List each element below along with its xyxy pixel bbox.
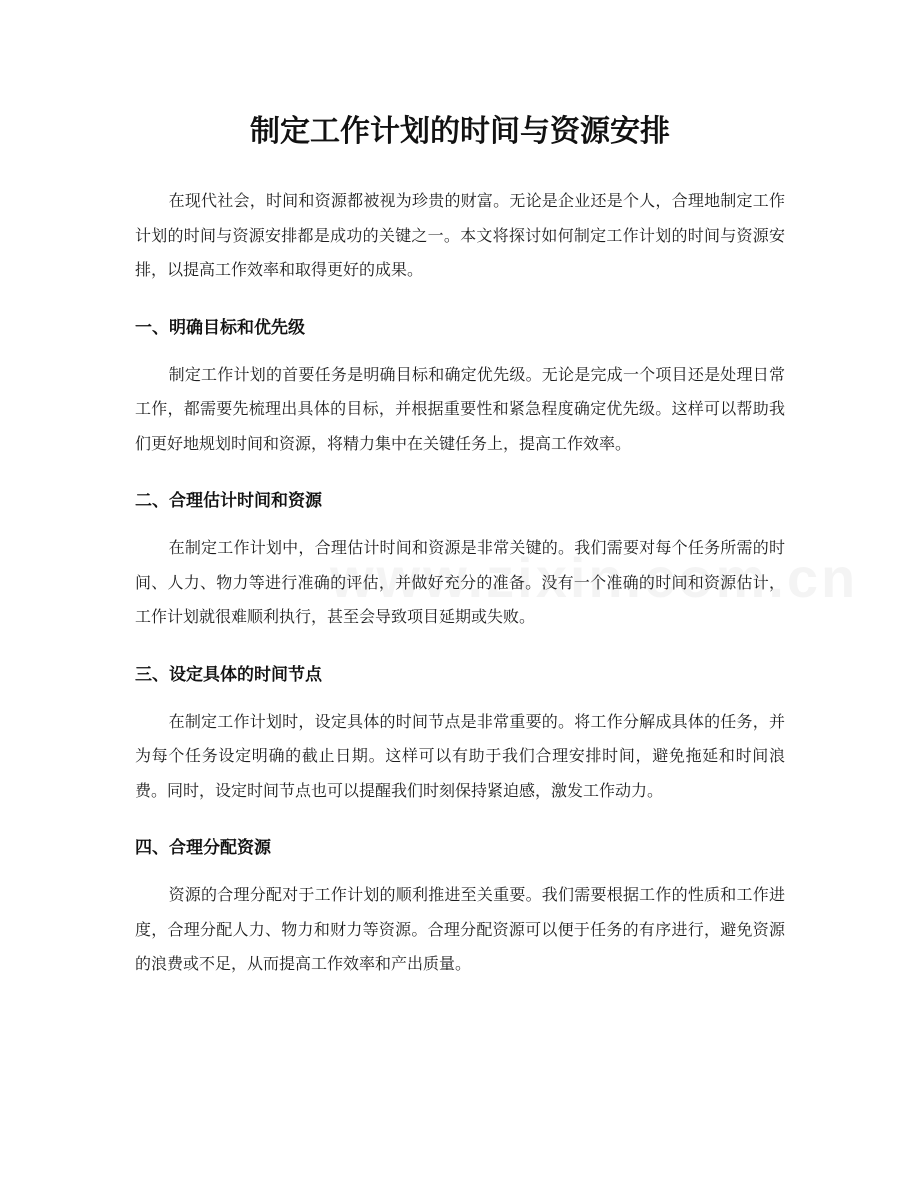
section-3 [135, 659, 785, 809]
section-1 [135, 312, 785, 462]
intro-paragraph: 在现代社会，时间和资源都被视为珍贵的财富。无论是企业还是个人，合理地制定工作计划的时间与资源安排都是成功的关键之一。本文将探讨如何制定工作计划的时间与资源安排，以提高工作效率和取得更好的成果。 [135, 191, 785, 279]
section-paragraph: 制定工作计划的首要任务是明确目标和确定优先级。无论是完成一个项目还是处理日常工作，都需要先梳理出具体的目标，并根据重要性和紧急程度确定优先级。这样可以帮助我们更好地规划时间和资源，将精力集中在关键任务上，提高工作效率。 [135, 364, 785, 453]
section-heading: 一、明确目标和优先级 [135, 317, 305, 338]
section-paragraph: 资源的合理分配对于工作计划的顺利推进至关重要。我们需要根据工作的性质和工作进度，合理分配人力、物力和财力等资源。合理分配资源可以便于任务的有序进行，避免资源的浪费或不足，从而提高工作效率和产出质量。 [135, 885, 785, 973]
section-heading: 三、设定具体的时间节点 [135, 664, 322, 685]
page-title: 制定工作计划的时间与资源安排 [250, 114, 670, 149]
section-4 [135, 832, 785, 982]
section-heading: 二、合理估计时间和资源 [135, 491, 322, 511]
document-body [135, 184, 785, 1006]
section-heading: 四、合理分配资源 [135, 838, 271, 858]
section-paragraph: 在制定工作计划中，合理估计时间和资源是非常关键的。我们需要对每个任务所需的时间、人力、物力等进行准确的评估，并做好充分的准备。没有一个准确的时间和资源估计，工作计划就很难顺利执行，甚至会导致项目延期或失败。 [135, 538, 785, 626]
section-2 [135, 485, 785, 635]
section-paragraph: 在制定工作计划时，设定具体的时间节点是非常重要的。将工作分解成具体的任务，并为每个任务设定明确的截止日期。这样可以有助于我们合理安排时间，避免拖延和时间浪费。同时，设定时间节点也可以提醒我们时刻保持紧迫感，激发工作动力。 [135, 711, 785, 800]
